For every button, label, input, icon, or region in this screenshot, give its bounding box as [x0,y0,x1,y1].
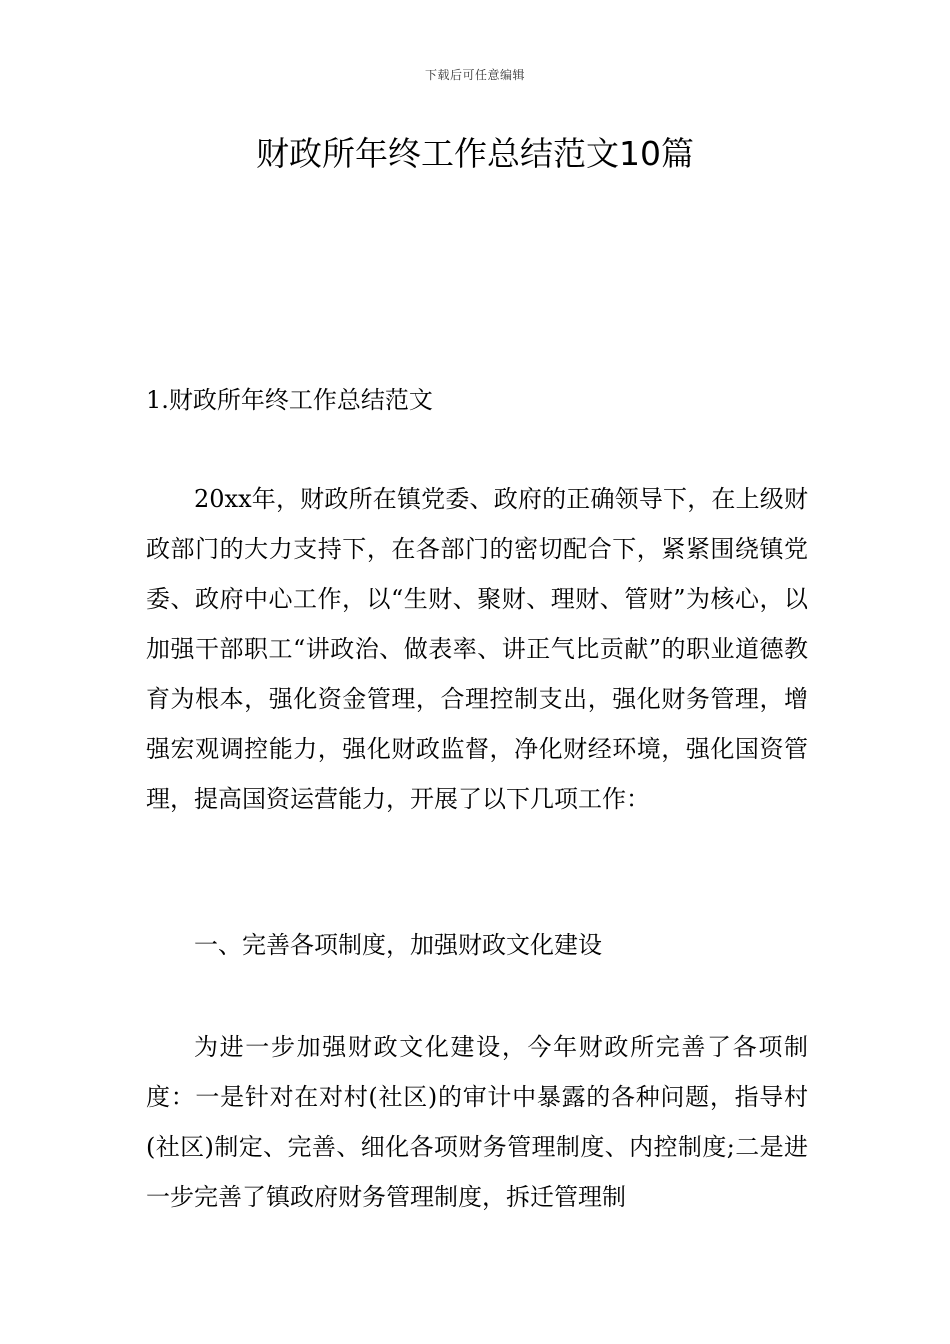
body-paragraph-systems: 为进一步加强财政文化建设，今年财政所完善了各项制度：一是针对在对村(社区)的审计中暴露的各种问题，指导村(社区)制定、完善、细化各项财务管理制度、内控制度;二是进一步完善了镇政府财务管理制度，拆迁管理制 [146,1033,808,1211]
header-note: 下载后可任意编辑 [424,68,525,82]
section-heading: 1.财政所年终工作总结范文 [146,386,433,414]
body-paragraph-intro: 20xx年，财政所在镇党委、政府的正确领导下，在上级财政部门的大力支持下，在各部门的密切配合下，紧紧围绕镇党委、政府中心工作，以“生财、聚财、理财、管财”为核心，以加强干部职工“讲政治、做表率、讲正气比贡献”的职业道德教育为根本，强化资金管理，合理控制支出，强化财务管理，增强宏观调控能力，强化财政监督，净化财经环境，强化国资管理，提高国资运营能力，开展了以下几项工作： [146,485,808,813]
subsection-heading: 一、完善各项制度，加强财政文化建设 [194,931,602,959]
document-title: 财政所年终工作总结范文10篇 [256,134,694,173]
